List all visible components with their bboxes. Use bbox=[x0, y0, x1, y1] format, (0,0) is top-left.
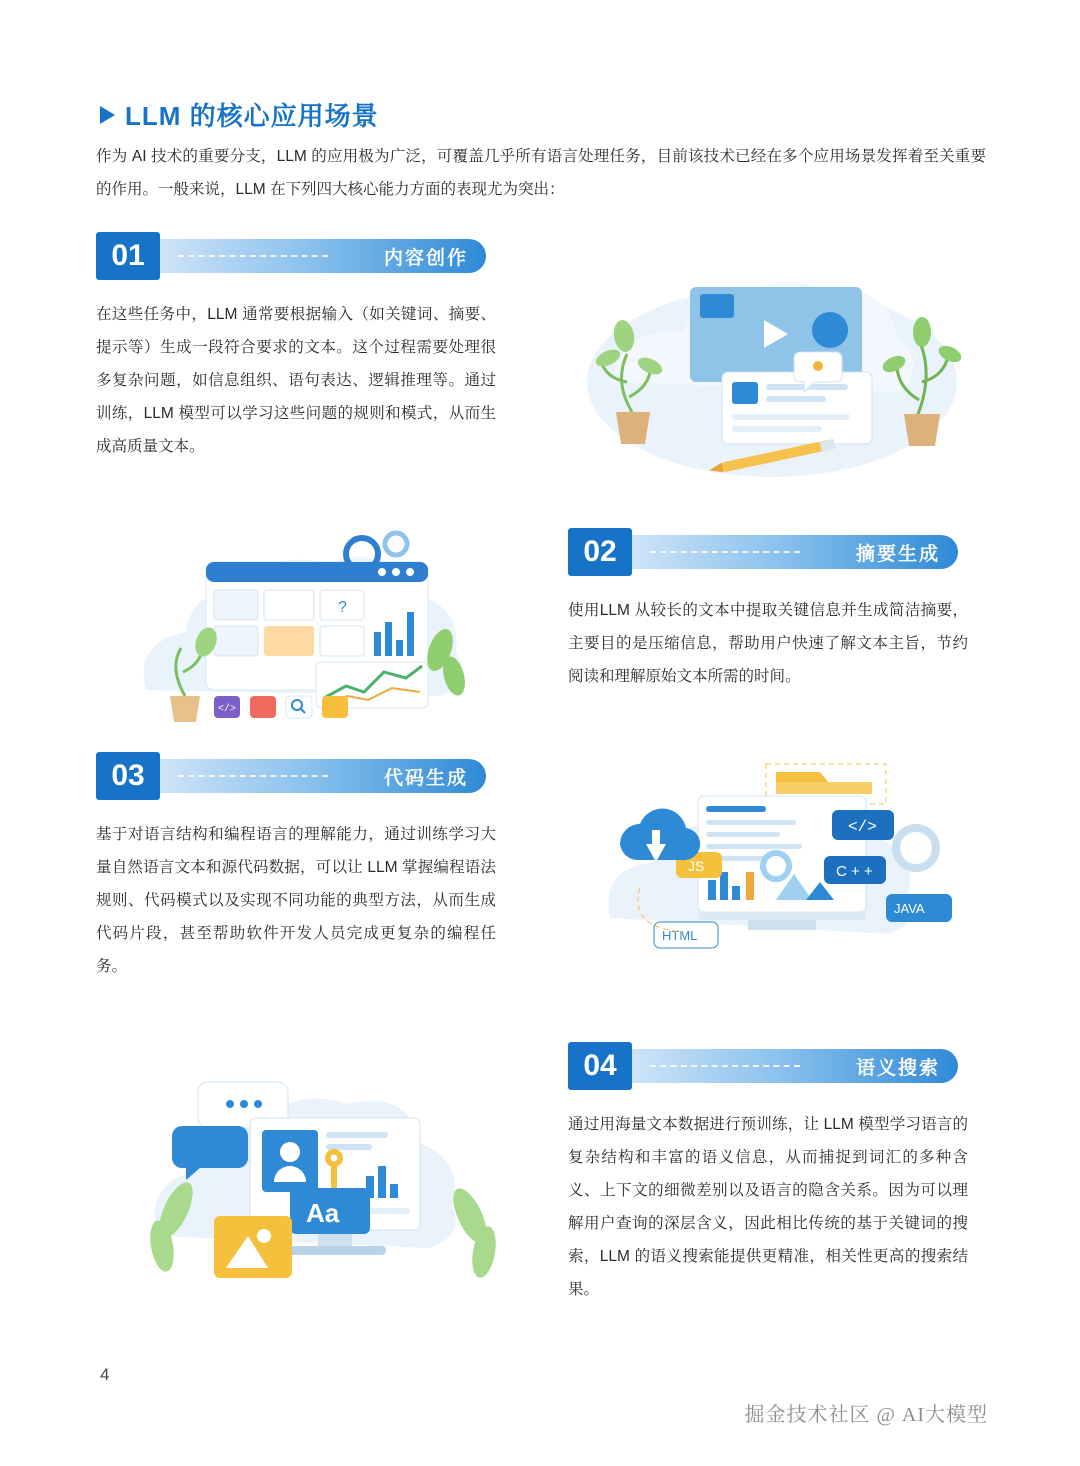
svg-text:</>: </> bbox=[848, 818, 877, 836]
page-number: 4 bbox=[100, 1365, 110, 1384]
svg-text:JAVA: JAVA bbox=[894, 901, 925, 916]
block-semantic-search bbox=[568, 1042, 968, 1306]
block-label-bar bbox=[156, 239, 486, 273]
block-content-creation bbox=[96, 232, 496, 463]
block-label: 代码生成 bbox=[383, 767, 468, 789]
dashboard-charts-illustration bbox=[110, 500, 510, 740]
block-code-generation bbox=[96, 752, 496, 983]
block-number: 01 bbox=[96, 232, 160, 280]
svg-text:?: ? bbox=[338, 599, 347, 616]
block-summary-generation bbox=[568, 528, 968, 693]
dashed-line-decor bbox=[650, 551, 800, 553]
intro-paragraph: 作为 AI 技术的重要分支，LLM 的应用极为广泛，可覆盖几乎所有语言处理任务，目前该技术已经在多个应用场景发挥着至关重要的作用。一般来说，LLM 在下列四大核心能力方面的表现尤为突出： bbox=[96, 148, 986, 198]
code-generation-illustration bbox=[580, 748, 980, 978]
block-label: 内容创作 bbox=[383, 247, 468, 269]
block-body: 基于对语言结构和编程语言的理解能力，通过训练学习大量自然语言文本和源代码数据，可以让 LLM 掌握编程语法规则、代码模式以及实现不同功能的典型方法，从而生成代码片段，甚至帮助软件开发人员完成更复杂的编程任务。 bbox=[96, 826, 496, 975]
aa-label: Aa bbox=[306, 1198, 340, 1228]
block-header bbox=[96, 232, 486, 280]
block-number: 04 bbox=[568, 1042, 632, 1090]
block-body: 使用LLM 从较长的文本中提取关键信息并生成简洁摘要，主要目的是压缩信息，帮助用户快速了解文本主旨，节约阅读和理解原始文本所需的时间。 bbox=[568, 602, 968, 685]
triangle-bullet-icon bbox=[100, 106, 115, 124]
content-creation-illustration bbox=[572, 232, 972, 482]
block-number: 02 bbox=[568, 528, 632, 576]
section-heading bbox=[100, 96, 379, 133]
block-header bbox=[568, 528, 958, 576]
semantic-search-illustration bbox=[118, 1040, 518, 1290]
page-title: LLM 的核心应用场景 bbox=[125, 101, 379, 131]
block-label-bar bbox=[628, 1049, 958, 1083]
watermark: 掘金技术社区 @ AI大模型 bbox=[744, 1404, 988, 1426]
svg-text:HTML: HTML bbox=[662, 928, 698, 943]
block-label: 语义搜索 bbox=[855, 1057, 940, 1079]
block-header bbox=[96, 752, 486, 800]
block-header bbox=[568, 1042, 958, 1090]
block-label-bar bbox=[628, 535, 958, 569]
dashed-line-decor bbox=[178, 775, 328, 777]
block-body: 通过用海量文本数据进行预训练，让 LLM 模型学习语言的复杂结构和丰富的语义信息，从而捕捉到词汇的多种含义、上下文的细微差别以及语言的隐含关系。因为可以理解用户查询的深层含义，因此相比传统的基于关键词的搜索，LLM 的语义搜索能提供更精准，相关性更高的搜索结果。 bbox=[568, 1116, 968, 1298]
block-number: 03 bbox=[96, 752, 160, 800]
dashed-line-decor bbox=[178, 255, 328, 257]
svg-text:C + +: C + + bbox=[836, 863, 873, 880]
block-label: 摘要生成 bbox=[855, 543, 940, 565]
block-body: 在这些任务中，LLM 通常要根据输入（如关键词、摘要、提示等）生成一段符合要求的文本。这个过程需要处理很多复杂问题，如信息组织、语句表达、逻辑推理等。通过训练，LLM 模型可以学习这些问题的规则和模式，从而生成高质量文本。 bbox=[96, 306, 496, 455]
svg-text:</>: </> bbox=[218, 704, 237, 715]
dashed-line-decor bbox=[650, 1065, 800, 1067]
block-label-bar bbox=[156, 759, 486, 793]
svg-text:JS: JS bbox=[688, 858, 705, 874]
